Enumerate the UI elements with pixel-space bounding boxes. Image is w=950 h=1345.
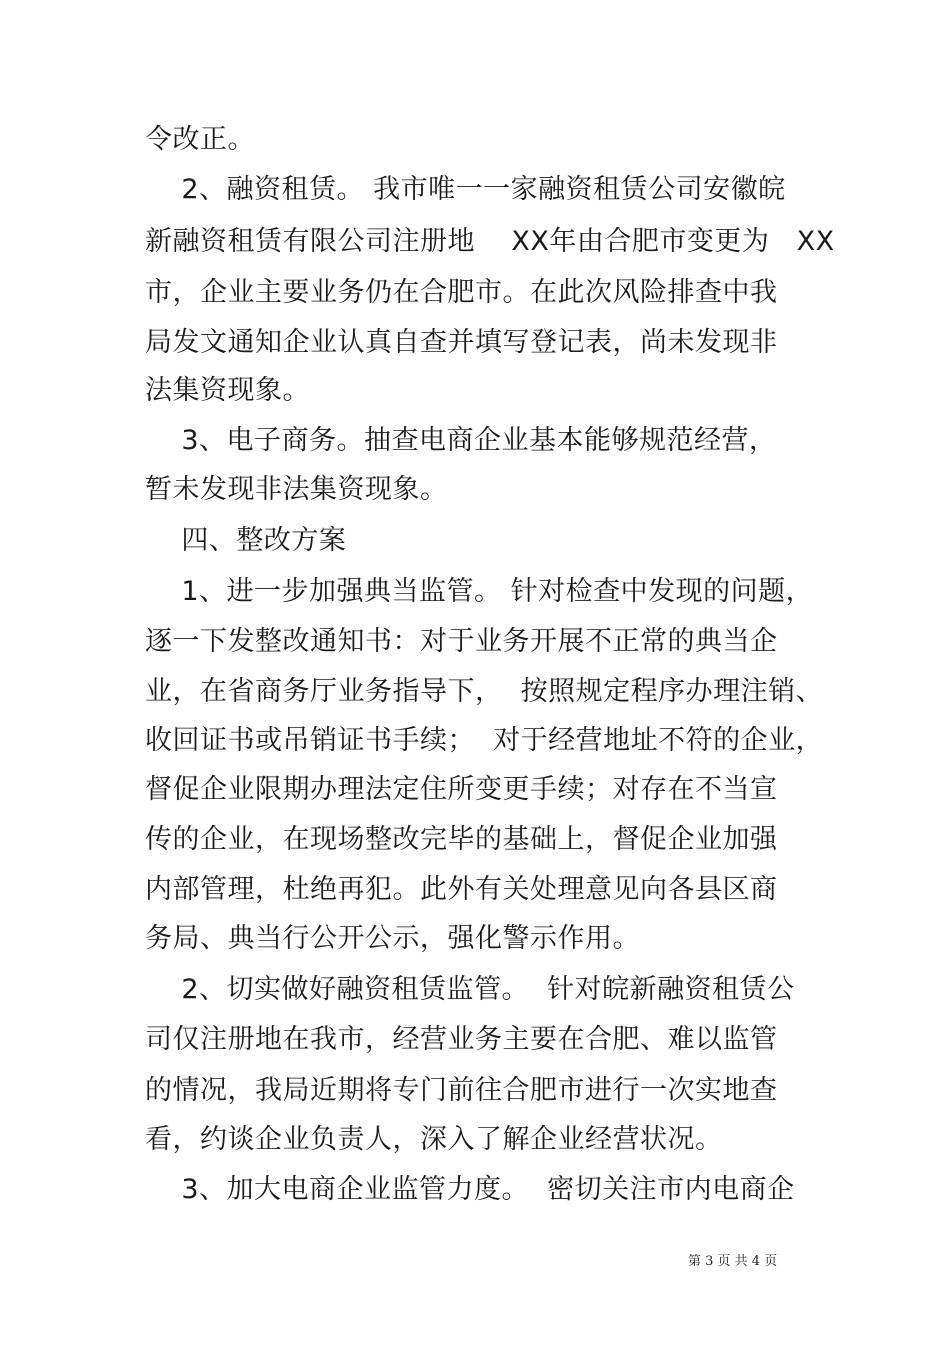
text-line: 3、加大电商企业监管力度。 密切关注市内电商企 xyxy=(145,1174,795,1205)
text-line: 业，在省商务厅业务指导下， 按照规定程序办理注销、 xyxy=(145,676,824,707)
text-line: 收回证书或吊销证书手续； 对于经营地址不符的企业， xyxy=(145,725,824,756)
text-line: 逐一下发整改通知书：对于业务开展不正常的典当企 xyxy=(145,626,778,657)
text-line: 的情况，我局近期将专门前往合肥市进行一次实地查 xyxy=(145,1075,778,1106)
text-line: 司仅注册地在我市，经营业务主要在合肥、难以监管 xyxy=(145,1024,778,1055)
text-line: 1、进一步加强典当监管。 针对检查中发现的问题， xyxy=(145,576,814,607)
page-number-footer: 第 3 页 共 4 页 xyxy=(688,1254,778,1269)
text-line: 督促企业限期办理法定住所变更手续；对存在不当宣 xyxy=(145,774,778,805)
text-line: 3、电子商务。抽查电商企业基本能够规范经营， xyxy=(145,425,777,456)
text-line: 新融资租赁有限公司注册地 XX年由合肥市变更为 XX xyxy=(145,226,835,257)
text-line: 市，企业主要业务仍在合肥市。在此次风险排查中我 xyxy=(145,277,778,308)
text-line: 法集资现象。 xyxy=(145,375,310,406)
text-line: 传的企业，在现场整改完毕的基础上，督促企业加强 xyxy=(145,824,778,855)
text-line: 2、融资租赁。 我市唯一一家融资租赁公司安徽皖 xyxy=(145,174,786,205)
text-line: 内部管理，杜绝再犯。此外有关处理意见向各县区商 xyxy=(145,874,778,905)
text-line: 暂未发现非法集资现象。 xyxy=(145,474,448,505)
text-line: 看，约谈企业负责人，深入了解企业经营状况。 xyxy=(145,1124,723,1155)
section-heading: 四、整改方案 xyxy=(145,525,347,556)
text-line: 2、切实做好融资租赁监管。 针对皖新融资租赁公 xyxy=(145,974,795,1005)
text-line: 务局、典当行公开公示，强化警示作用。 xyxy=(145,923,640,954)
text-line: 局发文通知企业认真自查并填写登记表，尚未发现非 xyxy=(145,327,778,358)
text-line: 令改正。 xyxy=(145,124,255,155)
